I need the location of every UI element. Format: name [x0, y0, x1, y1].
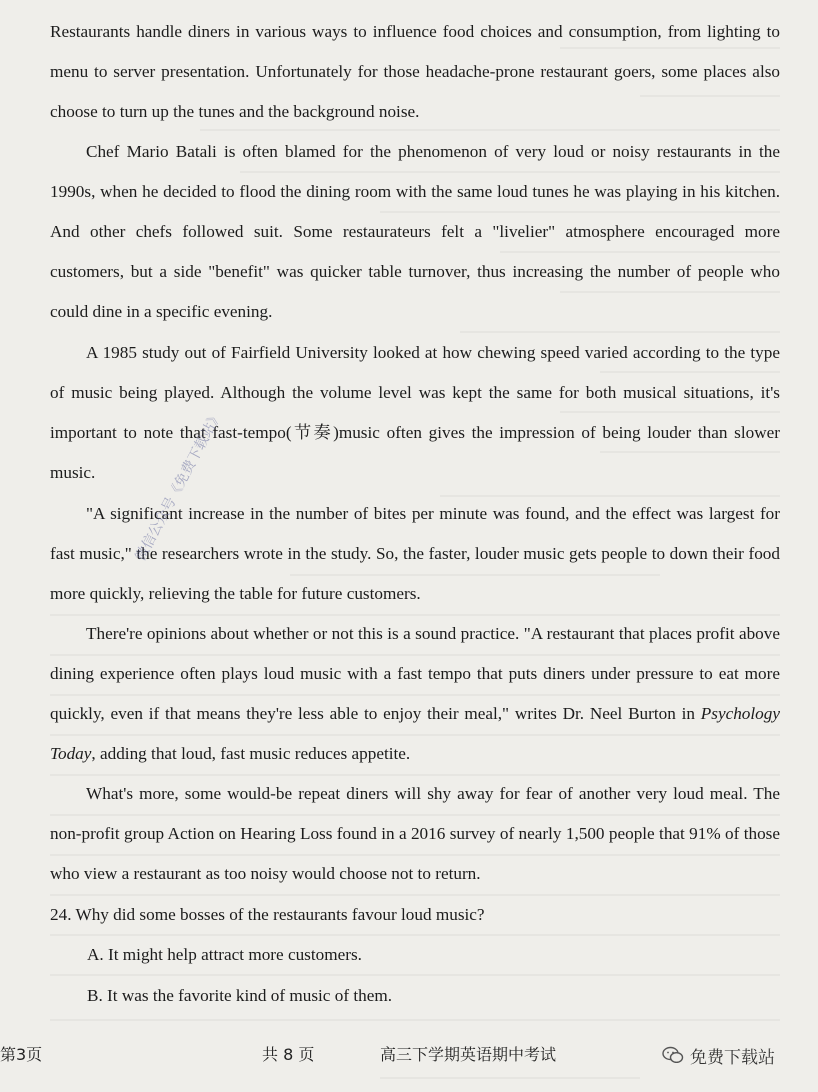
exam-title: 高三下学期英语期中考试: [380, 1045, 557, 1064]
journal-title: Psychology Today: [50, 704, 780, 763]
paragraph-1: Restaurants handle diners in various ways to influence food choices and consumption, from lighting to menu to server presentation. Unfortunately for those headache-prone restaurant goers, some places also choose to turn up the tunes and the background noise.: [50, 22, 780, 121]
total-pages: 共 8 页: [262, 1045, 315, 1064]
question-24-option-a: A. It might help attract more customers.: [87, 945, 362, 964]
paragraph-5-end: , adding that loud, fast music reduces appetite.: [91, 744, 411, 763]
paragraph-5-main: There're opinions about whether or not this is a sound practice. "A restaurant that places profit above dining experience often plays loud music with a fast tempo that puts diners under pressure to eat more quickly, even if that means they're less able to enjoy their meal," writes Dr. Neel Burton in: [50, 624, 780, 723]
paragraph-2: Chef Mario Batali is often blamed for the phenomenon of very loud or noisy restaurants in the 1990s, when he decided to flood the dining room with the same loud tunes he was playing in his kitchen. And other chefs followed suit. Some restaurateurs felt a "livelier" atmosphere encouraged more customers, but a side "benefit" was quicker table turnover, thus increasing the number of people who could dine in a specific evening.: [50, 142, 780, 321]
question-24-option-b: B. It was the favorite kind of music of them.: [87, 986, 393, 1005]
paragraph-3: A 1985 study out of Fairfield University looked at how chewing speed varied according to the type of music being played. Although the volume level was kept the same for both musical situations, it's important to note that fast-tempo(节奏)music often gives the impression of being louder than slower music.: [50, 343, 780, 482]
paragraph-5: [50, 614, 780, 774]
brand-badge: [662, 1040, 775, 1070]
wechat-icon: [662, 1046, 684, 1064]
paragraph-6: What's more, some would-be repeat diners will shy away for fear of another very loud meal. The non-profit group Action on Hearing Loss found in a 2016 survey of nearly 1,500 people that 91% of those who view a restaurant as too noisy would choose not to return.: [50, 784, 780, 883]
watermark-text: 微信公众号《免费下载站》: [132, 408, 226, 564]
brand-name: 免费下载站: [690, 1047, 775, 1068]
page-number: 第3页: [0, 1045, 43, 1064]
question-24-stem: 24. Why did some bosses of the restaurants favour loud music?: [50, 905, 485, 924]
paragraph-4: "A significant increase in the number of bites per minute was found, and the effect was largest for fast music," the researchers wrote in the study. So, the faster, louder music gets people to down their food more quickly, relieving the table for future customers.: [50, 504, 780, 603]
